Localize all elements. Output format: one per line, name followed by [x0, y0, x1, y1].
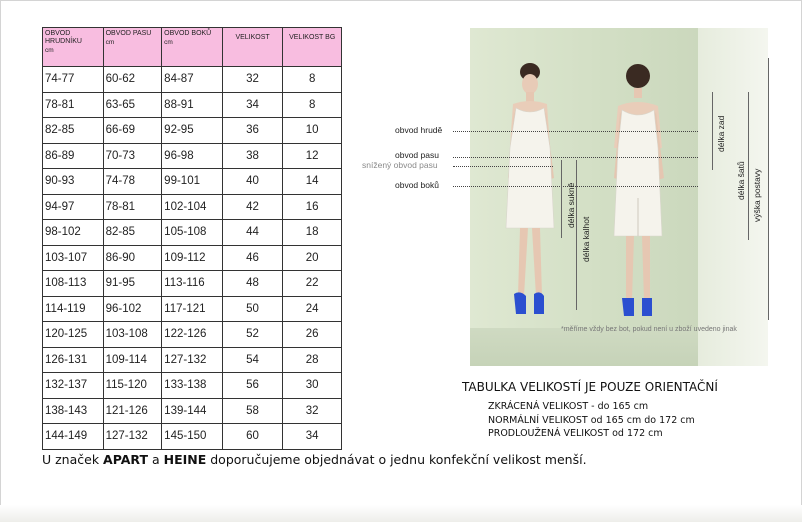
brand-apart: APART [103, 452, 148, 467]
table-cell: 88-91 [162, 92, 223, 118]
table-cell: 14 [283, 169, 342, 195]
label-trouser-length: délka kalhot [581, 216, 591, 262]
table-cell: 58 [222, 398, 283, 424]
table-cell: 102-104 [162, 194, 223, 220]
table-row [43, 398, 342, 424]
caption-line-normal: NORMÁLNÍ VELIKOST od 165 cm do 172 cm [488, 415, 695, 426]
table-cell: 144-149 [43, 424, 104, 450]
label-bust: obvod hrudě [395, 125, 443, 135]
brand-note-prefix: U značek [42, 452, 104, 467]
table-cell: 38 [222, 143, 283, 169]
table-row [43, 271, 342, 297]
table-cell: 127-132 [103, 424, 162, 450]
table-cell: 8 [283, 67, 342, 93]
table-cell: 46 [222, 245, 283, 271]
table-cell: 94-97 [43, 194, 104, 220]
table-cell: 54 [222, 347, 283, 373]
header-size-bg: VELIKOST BG [283, 28, 342, 67]
table-cell: 126-131 [43, 347, 104, 373]
table-cell: 91-95 [103, 271, 162, 297]
label-waist: obvod pasu [395, 150, 439, 160]
table-cell: 90-93 [43, 169, 104, 195]
table-row [43, 424, 342, 450]
table-cell: 28 [283, 347, 342, 373]
header-waist: OBVOD PASU cm [103, 28, 162, 67]
table-cell: 60-62 [103, 67, 162, 93]
table-cell: 82-85 [43, 118, 104, 144]
table-cell: 103-108 [103, 322, 162, 348]
low-waist-line [453, 166, 553, 167]
table-cell: 12 [283, 143, 342, 169]
size-table [42, 27, 342, 450]
table-cell: 127-132 [162, 347, 223, 373]
table-row [43, 347, 342, 373]
table-cell: 117-121 [162, 296, 223, 322]
table-cell: 86-90 [103, 245, 162, 271]
label-back-length: délka zad [716, 115, 726, 152]
table-cell: 70-73 [103, 143, 162, 169]
table-cell: 86-89 [43, 143, 104, 169]
brand-heine: HEINE [163, 452, 207, 467]
table-cell: 63-65 [103, 92, 162, 118]
measurement-footnote: *měříme vždy bez bot, pokud není u zboží uvedeno jinak [561, 326, 737, 333]
table-cell: 132-137 [43, 373, 104, 399]
brand-note-suffix: doporučujeme objednávat o jednu konfekční velikost menší. [206, 452, 587, 467]
table-row [43, 143, 342, 169]
table-row [43, 296, 342, 322]
table-cell: 32 [283, 398, 342, 424]
height-line [768, 58, 769, 320]
model-photo [470, 28, 698, 366]
table-cell: 92-95 [162, 118, 223, 144]
table-cell: 50 [222, 296, 283, 322]
table-cell: 26 [283, 322, 342, 348]
label-dress-length: délka šatů [736, 161, 746, 200]
table-cell: 74-78 [103, 169, 162, 195]
table-cell: 32 [222, 67, 283, 93]
table-cell: 36 [222, 118, 283, 144]
table-cell: 121-126 [103, 398, 162, 424]
table-cell: 8 [283, 92, 342, 118]
table-cell: 56 [222, 373, 283, 399]
table-cell: 122-126 [162, 322, 223, 348]
table-cell: 10 [283, 118, 342, 144]
table-cell: 78-81 [103, 194, 162, 220]
table-cell: 22 [283, 271, 342, 297]
table-cell: 66-69 [103, 118, 162, 144]
table-cell: 98-102 [43, 220, 104, 246]
table-cell: 133-138 [162, 373, 223, 399]
table-cell: 109-112 [162, 245, 223, 271]
size-table-body [43, 67, 342, 450]
table-cell: 113-116 [162, 271, 223, 297]
table-row [43, 373, 342, 399]
table-row [43, 245, 342, 271]
label-hips: obvod boků [395, 180, 439, 190]
table-cell: 20 [283, 245, 342, 271]
table-cell: 42 [222, 194, 283, 220]
bust-line [453, 131, 698, 132]
table-row [43, 220, 342, 246]
table-row [43, 194, 342, 220]
table-cell: 16 [283, 194, 342, 220]
header-bust: OBVOD HRUDNÍKU cm [43, 28, 104, 67]
trouser-length-line [576, 160, 577, 310]
label-low-waist: snížený obvod pasu [362, 160, 438, 170]
dress-length-line [748, 92, 749, 240]
back-figure [614, 64, 664, 316]
table-cell: 18 [283, 220, 342, 246]
bottom-shade [0, 505, 802, 522]
table-cell: 40 [222, 169, 283, 195]
table-cell: 24 [283, 296, 342, 322]
table-cell: 109-114 [103, 347, 162, 373]
brand-note [42, 452, 587, 467]
table-cell: 82-85 [103, 220, 162, 246]
table-cell: 103-107 [43, 245, 104, 271]
table-cell: 48 [222, 271, 283, 297]
table-cell: 34 [283, 424, 342, 450]
table-cell: 44 [222, 220, 283, 246]
caption-title: TABULKA VELIKOSTÍ JE POUZE ORIENTAČNÍ [462, 380, 718, 394]
table-cell: 115-120 [103, 373, 162, 399]
table-cell: 84-87 [162, 67, 223, 93]
table-cell: 120-125 [43, 322, 104, 348]
table-cell: 52 [222, 322, 283, 348]
front-figure [506, 63, 554, 314]
back-length-line [712, 92, 713, 170]
table-cell: 96-98 [162, 143, 223, 169]
table-cell: 138-143 [43, 398, 104, 424]
skirt-length-line [561, 160, 562, 238]
table-row [43, 118, 342, 144]
waist-line [453, 157, 698, 158]
table-cell: 139-144 [162, 398, 223, 424]
table-row [43, 169, 342, 195]
header-hips: OBVOD BOKŮ cm [162, 28, 223, 67]
label-skirt-length: délka sukně [566, 182, 576, 228]
table-cell: 105-108 [162, 220, 223, 246]
brand-note-middle: a [148, 452, 164, 467]
label-height: výška postavy [752, 168, 762, 222]
table-row [43, 92, 342, 118]
table-cell: 34 [222, 92, 283, 118]
table-row [43, 322, 342, 348]
table-cell: 145-150 [162, 424, 223, 450]
size-table-header-row [43, 28, 342, 67]
table-cell: 96-102 [103, 296, 162, 322]
table-cell: 30 [283, 373, 342, 399]
table-cell: 74-77 [43, 67, 104, 93]
caption-line-long: PRODLOUŽENÁ VELIKOST od 172 cm [488, 428, 663, 439]
table-cell: 108-113 [43, 271, 104, 297]
header-size: VELIKOST [222, 28, 283, 67]
table-cell: 60 [222, 424, 283, 450]
model-illustration [470, 28, 698, 366]
table-cell: 78-81 [43, 92, 104, 118]
table-cell: 114-119 [43, 296, 104, 322]
caption-line-short: ZKRÁCENÁ VELIKOST - do 165 cm [488, 401, 649, 412]
table-row [43, 67, 342, 93]
table-cell: 99-101 [162, 169, 223, 195]
